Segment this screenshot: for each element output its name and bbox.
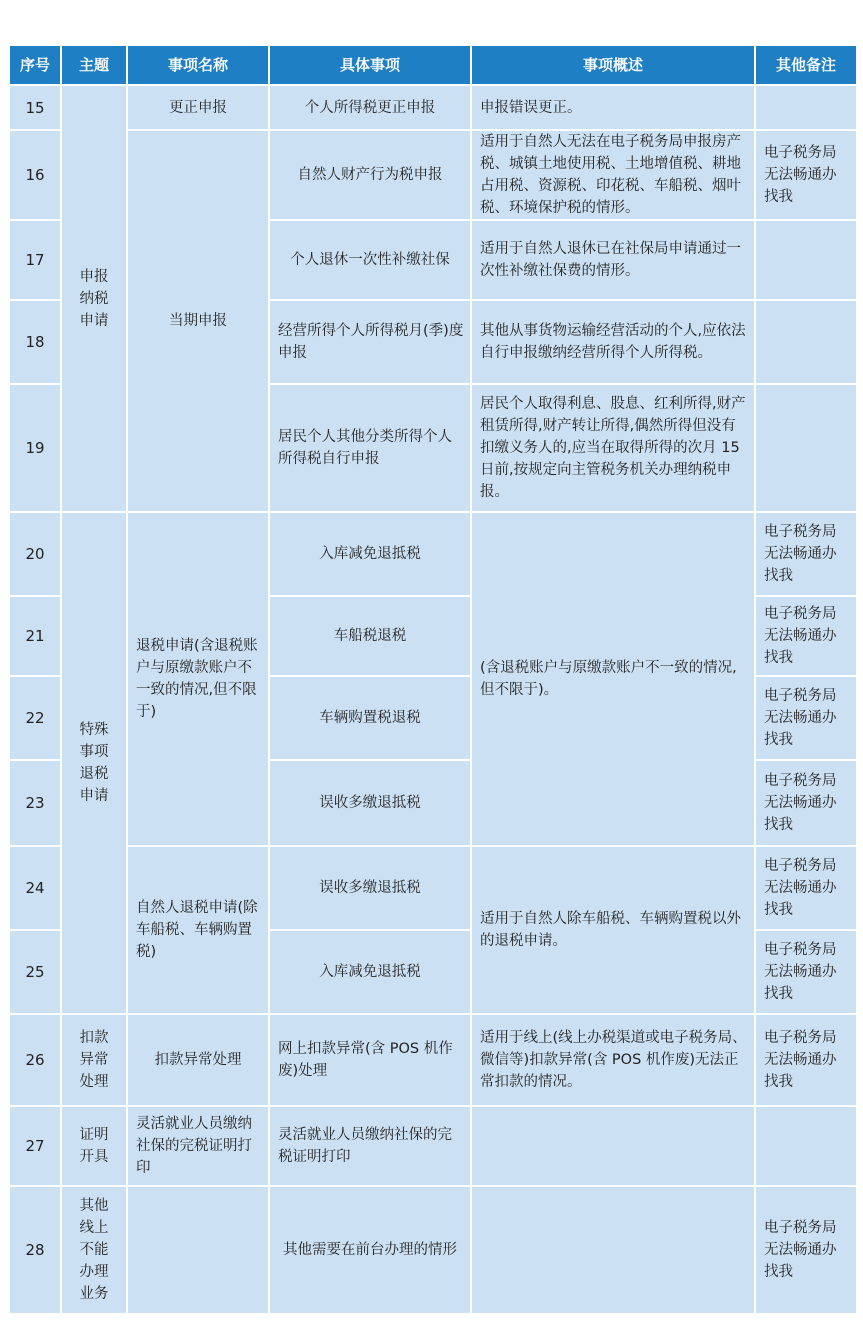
row-number: 19 (10, 385, 62, 513)
topic-cell (62, 1187, 128, 1313)
specific-cell: 入库减免退抵税 (270, 931, 472, 1015)
header-summary: 事项概述 (472, 46, 756, 86)
row-number: 27 (10, 1107, 62, 1187)
topic-text: 扣款异常处理 (79, 1030, 109, 1090)
row-number: 17 (10, 221, 62, 301)
table-row (10, 1107, 856, 1187)
specific-cell: 误收多缴退抵税 (270, 761, 472, 847)
summary-cell: 适用于自然人退休已在社保局申请通过一次性补缴社保费的情形。 (472, 221, 756, 301)
summary-cell: 适用于线上(线上办税渠道或电子税务局、微信等)扣款异常(含 POS 机作废)无法正常扣款的情况。 (472, 1015, 756, 1107)
topic-cell (62, 1107, 128, 1187)
specific-cell: 经营所得个人所得税月(季)度申报 (270, 301, 472, 385)
table-row (10, 86, 856, 131)
table-row (10, 513, 856, 597)
note-cell: 电子税务局无法畅通办找我 (756, 931, 856, 1015)
note-cell: 电子税务局无法畅通办找我 (756, 597, 856, 677)
specific-cell: 个人所得税更正申报 (270, 86, 472, 131)
specific-cell: 自然人财产行为税申报 (270, 131, 472, 221)
summary-cell: 其他从事货物运输经营活动的个人,应依法自行申报缴纳经营所得个人所得税。 (472, 301, 756, 385)
row-number: 20 (10, 513, 62, 597)
note-cell (756, 301, 856, 385)
specific-cell: 车船税退税 (270, 597, 472, 677)
header-item-name: 事项名称 (128, 46, 270, 86)
specific-cell: 居民个人其他分类所得个人所得税自行申报 (270, 385, 472, 513)
row-number: 22 (10, 677, 62, 761)
note-cell: 电子税务局无法畅通办找我 (756, 1015, 856, 1107)
topic-text: 其他线上不能办理业务 (79, 1198, 109, 1302)
item-name-cell: 扣款异常处理 (128, 1015, 270, 1107)
topic-cell (62, 513, 128, 1015)
note-cell (756, 1107, 856, 1187)
row-number: 26 (10, 1015, 62, 1107)
item-name-cell: 当期申报 (128, 131, 270, 513)
header-no: 序号 (10, 46, 62, 86)
row-number: 24 (10, 847, 62, 931)
specific-cell: 误收多缴退抵税 (270, 847, 472, 931)
row-number: 16 (10, 131, 62, 221)
table-row (10, 847, 856, 931)
header-note: 其他备注 (756, 46, 856, 86)
row-number: 21 (10, 597, 62, 677)
header-specific: 具体事项 (270, 46, 472, 86)
row-number: 25 (10, 931, 62, 1015)
topic-cell (62, 1015, 128, 1107)
summary-cell: 申报错误更正。 (472, 86, 756, 131)
topic-cell (62, 86, 128, 513)
note-cell: 电子税务局无法畅通办找我 (756, 847, 856, 931)
note-cell (756, 221, 856, 301)
row-number: 15 (10, 86, 62, 131)
note-cell (756, 385, 856, 513)
table-row (10, 1015, 856, 1107)
summary-cell: 适用于自然人除车船税、车辆购置税以外的退税申请。 (472, 847, 756, 1015)
note-cell: 电子税务局无法畅通办找我 (756, 1187, 856, 1313)
table-row (10, 131, 856, 221)
tax-matters-table (10, 46, 856, 1313)
table-row (10, 1187, 856, 1313)
row-number: 23 (10, 761, 62, 847)
topic-text: 证明开具 (79, 1127, 109, 1165)
summary-cell (472, 1107, 756, 1187)
topic-text: 申报纳税申请 (79, 268, 109, 329)
summary-cell: 居民个人取得利息、股息、红利所得,财产租赁所得,财产转让所得,偶然所得但没有扣缴义务人的,应当在取得所得的次月 15 日前,按规定向主管税务机关办理纳税申报。 (472, 385, 756, 513)
summary-cell (472, 1187, 756, 1313)
specific-cell: 灵活就业人员缴纳社保的完税证明打印 (270, 1107, 472, 1187)
item-name-cell: 自然人退税申请(除车船税、车辆购置税) (128, 847, 270, 1015)
item-name-cell: 退税申请(含退税账户与原缴款账户不一致的情况,但不限于) (128, 513, 270, 847)
note-cell: 电子税务局无法畅通办找我 (756, 131, 856, 221)
note-cell: 电子税务局无法畅通办找我 (756, 513, 856, 597)
specific-cell: 入库减免退抵税 (270, 513, 472, 597)
specific-cell: 其他需要在前台办理的情形 (270, 1187, 472, 1313)
item-name-cell: 灵活就业人员缴纳社保的完税证明打印 (128, 1107, 270, 1187)
item-name-cell: 更正申报 (128, 86, 270, 131)
row-number: 28 (10, 1187, 62, 1313)
topic-text: 特殊事项退税申请 (79, 722, 109, 804)
summary-cell: 适用于自然人无法在电子税务局申报房产税、城镇土地使用税、土地增值税、耕地占用税、资源税、印花税、车船税、烟叶税、环境保护税的情形。 (472, 131, 756, 221)
specific-cell: 车辆购置税退税 (270, 677, 472, 761)
summary-cell: (含退税账户与原缴款账户不一致的情况,但不限于)。 (472, 513, 756, 847)
note-cell: 电子税务局无法畅通办找我 (756, 761, 856, 847)
row-number: 18 (10, 301, 62, 385)
note-cell (756, 86, 856, 131)
note-cell: 电子税务局无法畅通办找我 (756, 677, 856, 761)
specific-cell: 网上扣款异常(含 POS 机作废)处理 (270, 1015, 472, 1107)
item-name-cell (128, 1187, 270, 1313)
table-header-row (10, 46, 856, 86)
specific-cell: 个人退休一次性补缴社保 (270, 221, 472, 301)
header-topic: 主题 (62, 46, 128, 86)
